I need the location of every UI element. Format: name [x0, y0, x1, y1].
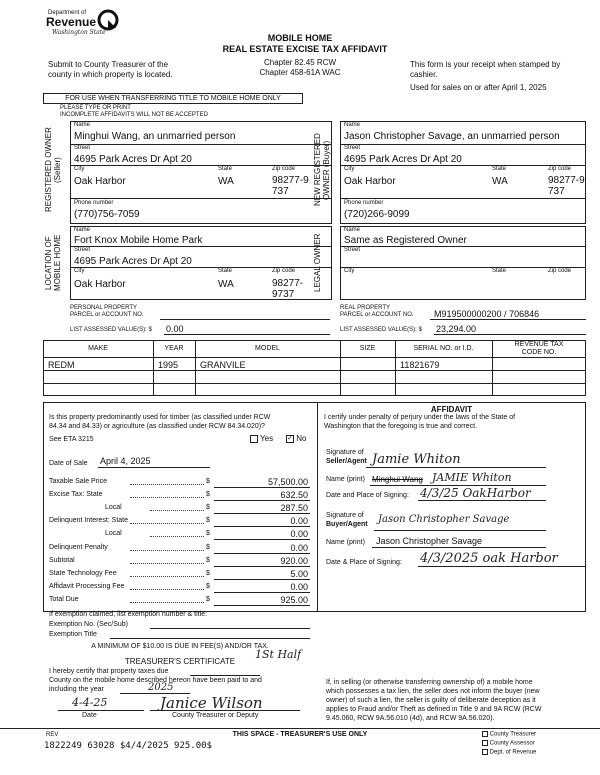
seller-street[interactable]: 4695 Park Acres Dr Apt 20 — [74, 154, 192, 165]
seller-name-label: Name — [74, 122, 91, 128]
tax-row-value[interactable]: 57,500.00 — [267, 477, 308, 487]
treasurer-date-handwritten[interactable]: 4-4-25 — [72, 696, 108, 709]
buyer-city-label: City — [344, 166, 355, 172]
tax-row-label: State Technology Fee — [49, 569, 117, 577]
date-of-sale-label: Date of Sale — [49, 460, 88, 467]
buyer-date-place-label: Date & Place of Signing: — [326, 559, 402, 566]
tax-row-dollar: $ — [206, 478, 210, 485]
buyer-signature[interactable]: Jason Christopher Savage — [378, 514, 510, 525]
seller-print-handwritten[interactable]: JAMIE Whiton — [432, 471, 512, 484]
buyer-street-label: Street — [344, 145, 361, 151]
tax-row-value[interactable]: 632.50 — [280, 490, 308, 501]
legal-zip-label: Zip code — [548, 268, 572, 274]
buyer-street[interactable]: 4695 Park Acres Dr Apt 20 — [344, 154, 462, 165]
tax-row-dollar: $ — [206, 556, 210, 564]
dept-line-2: Revenue — [46, 15, 97, 29]
legal-name-label: Name — [344, 227, 361, 233]
treasurer-line-3: including the year — [49, 686, 104, 693]
serial-value[interactable]: 11821679 — [400, 360, 440, 370]
treasurer-signature[interactable]: Janice Wilson — [160, 694, 263, 712]
buyer-name-label: Name — [344, 122, 361, 128]
legal-street-label: Street — [344, 247, 361, 253]
form-code: REV — [46, 732, 59, 738]
tax-row-label: Delinquent Penalty — [49, 543, 108, 551]
receipt-note-1: This form is your receipt when stamped by — [410, 60, 561, 69]
col-year: YEAR — [164, 345, 184, 352]
col-model: MODEL — [255, 345, 280, 352]
tax-affidavit-box — [43, 402, 586, 612]
seller-street-label: Street — [74, 145, 91, 151]
dist-label: County Assessor — [489, 740, 535, 747]
buyer-print-label: Name (print) — [326, 539, 365, 546]
seller-print-label: Name (print) — [326, 476, 365, 483]
cashier-stamp: 1822249 63028 $4/4/2025 925.00$ — [44, 741, 212, 751]
submit-line-1: Submit to County Treasurer of the — [48, 60, 169, 69]
year-value[interactable]: 1995 — [158, 360, 179, 370]
chapter-rcw: Chapter 82.45 RCW — [263, 58, 337, 67]
dept-line-3: Washington State — [52, 29, 106, 36]
buyer-phone[interactable]: (720)266-9099 — [344, 209, 410, 220]
location-zip[interactable]: 98277- — [272, 278, 304, 289]
location-street-label: Street — [74, 247, 91, 253]
buyer-date-place[interactable]: 4/3/2025 oak Harbor — [420, 551, 558, 566]
dist-checkbox[interactable] — [482, 749, 488, 755]
tax-row-value[interactable]: 925.00 — [280, 594, 308, 605]
seller-date-place[interactable]: 4/3/25 OakHarbor — [420, 486, 531, 500]
timber-question-1: Is this property predominantly used for timber (as classified under RCW — [49, 414, 271, 421]
form-title-2: REAL ESTATE EXCISE TAX AFFIDAVIT — [222, 44, 388, 54]
buyer-sig-label-1: Signature of — [326, 512, 364, 519]
dist-label: County Treasurer — [489, 731, 537, 738]
tax-row-dollar: $ — [206, 569, 210, 577]
seller-city-label: City — [74, 166, 85, 172]
exemption-title-label: Exemption Title — [49, 631, 97, 638]
receipt-note-2: cashier. — [410, 70, 438, 79]
tax-row-label: Local — [105, 530, 122, 538]
seller-zip[interactable]: 98277-9 — [272, 175, 309, 186]
dor-logo — [46, 6, 124, 48]
buyer-state[interactable]: WA — [492, 176, 508, 187]
tax-row-value[interactable]: 0.00 — [290, 516, 308, 527]
yes-label: Yes — [260, 434, 274, 443]
tax-row-dollar: $ — [206, 491, 210, 499]
legal-city-label: City — [344, 268, 355, 274]
chapter-wac: Chapter 458-61A WAC — [259, 68, 341, 77]
timber-question-2: 84.34 and 84.33) or agriculture (as classified under RCW 84.34.020)? — [49, 423, 265, 430]
left-assessed-value[interactable]: 0.00 — [166, 324, 184, 334]
form-title-1: MOBILE HOME — [267, 33, 333, 43]
location-name[interactable]: Fort Knox Mobile Home Park — [74, 235, 203, 246]
treasurer-sig-label: County Treasurer or Deputy — [172, 712, 259, 719]
location-state-label: State — [218, 268, 233, 274]
col-make: MAKE — [88, 345, 108, 352]
affidavit-cert-1: I certify under penalty of perjury under the laws of the State of — [324, 414, 516, 421]
tax-row-value[interactable]: 287.50 — [280, 503, 308, 514]
no-label: No — [296, 434, 307, 443]
seller-phone[interactable]: (770)756-7059 — [74, 209, 140, 220]
tax-row-label: Delinquent Interest: State — [49, 517, 128, 525]
warning-line-5: 9.45.060, RCW 9A.56.010 (4d), and RCW 9A.56.020). — [326, 715, 495, 722]
treasurer-use-only: THIS SPACE - TREASURER'S USE ONLY — [232, 731, 368, 738]
seller-sig-label-2: Seller/Agent — [326, 458, 367, 465]
location-state[interactable]: WA — [218, 279, 234, 290]
warning-line-1: If, in selling (or otherwise transferring ownership of) a mobile home — [326, 679, 533, 686]
make-value[interactable]: REDM — [48, 360, 75, 370]
seller-state[interactable]: WA — [218, 176, 234, 187]
right-assessed-label: LIST ASSESSED VALUE(S): $ — [340, 327, 422, 333]
tax-row-value[interactable]: 0.00 — [290, 581, 308, 592]
seller-zip-label: Zip code — [272, 166, 296, 172]
incomplete-note: INCOMPLETE AFFIDAVITS WILL NOT BE ACCEPTED — [60, 112, 208, 118]
tax-row-label: Subtotal — [49, 556, 75, 564]
submit-line-2: county in which property is located. — [48, 70, 173, 79]
no-checkbox[interactable]: ✓ — [287, 434, 293, 442]
buyer-city[interactable]: Oak Harbor — [344, 176, 396, 187]
buyer-section-label: NEW REGISTERED OWNER (Buyer) — [313, 133, 331, 207]
left-assessed-label: LIST ASSESSED VALUE(S): $ — [70, 327, 152, 333]
dist-county-assessor[interactable] — [482, 740, 535, 748]
col-serial: SERIAL NO. or I.D. — [413, 345, 474, 352]
location-name-label: Name — [74, 227, 91, 233]
transfer-banner — [43, 93, 303, 104]
timber-no[interactable] — [286, 434, 306, 443]
seller-date-place-label: Date and Place of Signing: — [326, 492, 409, 499]
seller-state-label: State — [218, 166, 233, 172]
warning-line-4: applies to Fraud and/or Theft as defined in Title 9 and 9A RCW (RCW — [326, 706, 542, 713]
tax-row-label: Total Due — [49, 595, 79, 603]
seller-city[interactable]: Oak Harbor — [74, 176, 126, 187]
treasurer-year-handwritten[interactable]: 2025 — [148, 682, 174, 693]
buyer-zip-ext[interactable]: 737 — [548, 186, 565, 197]
legal-name[interactable]: Same as Registered Owner — [344, 235, 467, 246]
affidavit-cert-2: Washington that the foregoing is true and correct. — [324, 423, 478, 430]
right-assessed-value[interactable]: 23,294.00 — [436, 324, 477, 334]
tax-row-dollar: $ — [206, 582, 210, 590]
minimum-due-note: A MINIMUM OF $10.00 IS DUE IN FEE(S) AND/OR TAX. — [91, 643, 269, 650]
seller-print-struck[interactable]: Minghui Wang — [372, 475, 423, 484]
tax-row-label: Excise Tax: State — [49, 491, 103, 499]
treasurer-date-label: Date — [82, 712, 97, 719]
treasurer-due-handwritten[interactable]: 1St Half — [255, 648, 302, 661]
eta-reference: See ETA 3215 — [49, 436, 94, 443]
location-section-label: LOCATION OF MOBILE HOME — [44, 234, 62, 292]
buyer-zip-label: Zip code — [548, 166, 572, 172]
treasurer-line-2: County on the mobile home described hereon have been paid to and — [49, 677, 262, 684]
seller-sig-label-1: Signature of — [326, 449, 364, 456]
real-account-number[interactable]: M919500000200 / 706846 — [434, 309, 540, 319]
type-or-print-note: PLEASE TYPE OR PRINT — [60, 105, 131, 111]
buyer-print-name[interactable]: Jason Christopher Savage — [376, 536, 483, 546]
legal-section-label: LEGAL OWNER — [313, 233, 322, 293]
exemption-claim: If exemption claimed, list exemption number & title: — [49, 611, 207, 618]
tax-row-value[interactable]: 0.00 — [290, 529, 308, 540]
dept-line-1: Department of — [48, 10, 87, 16]
warning-line-3: owner) of such a lien, the seller is guilty of deliberate deception as it — [326, 697, 536, 704]
dist-county-treasurer[interactable] — [482, 731, 536, 739]
buyer-name[interactable]: Jason Christopher Savage, an unmarried person — [344, 131, 560, 142]
location-street[interactable]: 4695 Park Acres Dr Apt 20 — [74, 256, 192, 267]
seller-section-label: REGISTERED OWNER (Seller) — [44, 127, 62, 213]
transfer-banner-text: FOR USE WHEN TRANSFERRING TITLE TO MOBILE HOME ONLY — [65, 95, 281, 102]
location-zip-ext[interactable]: 9737 — [272, 289, 295, 300]
yes-checkbox[interactable] — [250, 435, 258, 443]
affidavit-title: AFFIDAVIT — [430, 405, 473, 414]
tax-row-dollar: $ — [206, 530, 210, 538]
dist-dept-revenue[interactable] — [482, 749, 536, 757]
tax-row-label: Affidavit Processing Fee — [49, 582, 125, 590]
tax-row-label: Taxable Sale Price — [49, 478, 107, 485]
real-property-label: REAL PROPERTY — [340, 305, 391, 311]
tax-row-dollar: $ — [206, 595, 210, 603]
timber-yes[interactable] — [250, 434, 273, 443]
seller-zip-ext[interactable]: 737 — [272, 186, 289, 197]
seller-signature[interactable]: Jamie Whiton — [372, 452, 461, 467]
tax-row-dollar: $ — [206, 504, 210, 512]
model-value[interactable]: GRANVILE — [200, 360, 246, 370]
buyer-phone-label: Phone number — [344, 200, 384, 206]
buyer-state-label: State — [492, 166, 507, 172]
seller-phone-label: Phone number — [74, 200, 114, 206]
tax-row-value[interactable]: 0.00 — [290, 542, 308, 553]
real-parcel-label: PARCEL or ACCOUNT NO. — [340, 312, 414, 318]
warning-line-2: which possesses a tax lien, the seller does not inform the buyer (new — [326, 688, 540, 695]
exemption-number-label: Exemption No. (Sec/Sub) — [49, 621, 128, 628]
tax-row-value[interactable]: 5.00 — [290, 568, 308, 579]
tax-row-dollar: $ — [206, 517, 210, 525]
col-revenue-code: REVENUE TAX CODE NO. — [514, 341, 564, 356]
tax-row-value[interactable]: 920.00 — [280, 555, 308, 566]
dist-checkbox[interactable] — [482, 740, 488, 746]
location-city-label: City — [74, 268, 85, 274]
date-of-sale[interactable]: April 4, 2025 — [100, 456, 151, 466]
used-for-sales-note: Used for sales on or after April 1, 2025 — [410, 83, 547, 92]
col-size: SIZE — [359, 345, 376, 352]
personal-parcel-label: PARCEL or ACCOUNT NO. — [70, 312, 144, 318]
location-city[interactable]: Oak Harbor — [74, 279, 126, 290]
dist-checkbox[interactable] — [482, 731, 488, 737]
legal-state-label: State — [492, 268, 507, 274]
tax-row-dollar: $ — [206, 543, 210, 551]
tax-row-label: Local — [105, 504, 122, 512]
location-zip-label: Zip code — [272, 268, 296, 274]
dist-label: Dept. of Revenue — [489, 749, 537, 756]
personal-property-label: PERSONAL PROPERTY — [70, 305, 138, 311]
buyer-zip[interactable]: 98277-9 — [548, 175, 585, 186]
treasurer-cert-title: TREASURER'S CERTIFICATE — [124, 657, 236, 666]
treasurer-line-1: I hereby certify that property taxes due — [49, 668, 169, 675]
seller-name[interactable]: Minghui Wang, an unmarried person — [74, 131, 236, 142]
buyer-sig-label-2: Buyer/Agent — [326, 521, 368, 528]
